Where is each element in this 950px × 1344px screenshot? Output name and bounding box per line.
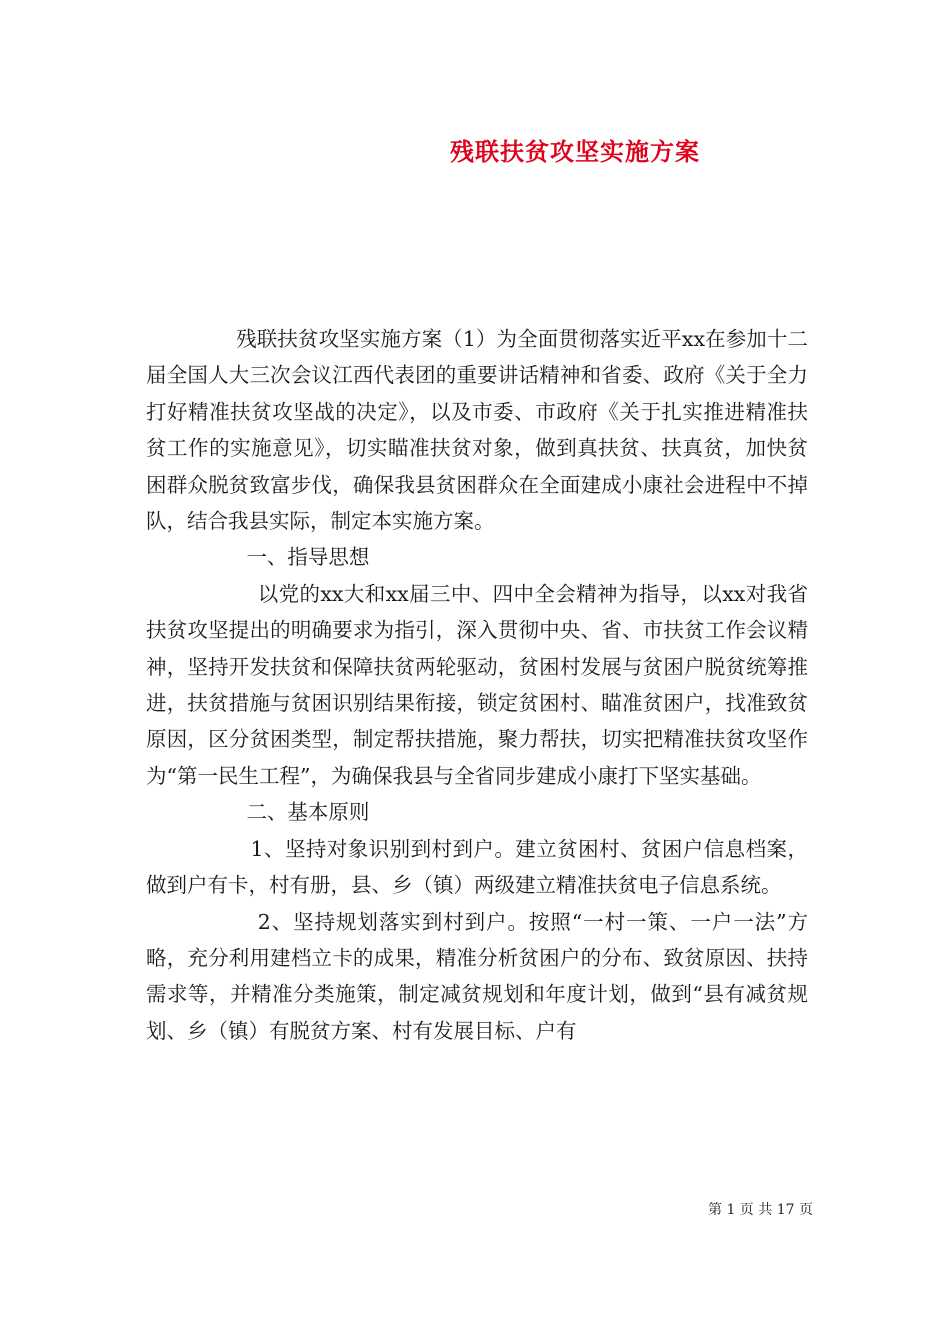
section-heading-guiding-ideology: 一、指导思想 xyxy=(246,545,370,570)
document-body xyxy=(146,321,808,1049)
principle-2-paragraph: 2、坚持规划落实到村到户。按照“一村一策、一户一法”方略，充分利用建档立卡的成果，精准分析贫困户的分布、致贫原因、扶持需求等，并精准分类施策，制定减贫规划和年度计划，做到“县有减贫规划、乡（镇）有脱贫方案、村有发展目标、户有 xyxy=(146,909,808,1043)
section-heading-basic-principles: 二、基本原则 xyxy=(246,800,370,825)
principle-1-paragraph: 1、坚持对象识别到村到户。建立贫困村、贫困户信息档案，做到户有卡，村有册，县、乡（镇）两级建立精准扶贫电子信息系统。 xyxy=(146,836,808,898)
guiding-ideology-paragraph: 以党的xx大和xx届三中、四中全会精神为指导，以xx对我省扶贫攻坚提出的明确要求为指引，深入贯彻中央、省、市扶贫工作会议精神，坚持开发扶贫和保障扶贫两轮驱动，贫困村发展与贫困户脱贫统筹推进，扶贫措施与贫困识别结果衔接，锁定贫困村、瞄准贫困户，找准致贫原因，区分贫困类型，制定帮扶措施，聚力帮扶，切实把精准扶贫攻坚作为“第一民生工程”，为确保我县与全省同步建成小康打下坚实基础。 xyxy=(146,581,808,788)
page-number-footer: 第 1 页 共 17 页 xyxy=(708,1202,813,1218)
intro-paragraph: 残联扶贫攻坚实施方案（1）为全面贯彻落实近平xx在参加十二届全国人大三次会议江西代表团的重要讲话精神和省委、政府《关于全力打好精准扶贫攻坚战的决定》，以及市委、市政府《关于扎实推进精准扶贫工作的实施意见》，切实瞄准扶贫对象，做到真扶贫、扶真贫，加快贫困群众脱贫致富步伐，确保我县贫困群众在全面建成小康社会进程中不掉队，结合我县实际，制定本实施方案。 xyxy=(146,327,808,534)
document-title: 残联扶贫攻坚实施方案 xyxy=(450,137,700,166)
